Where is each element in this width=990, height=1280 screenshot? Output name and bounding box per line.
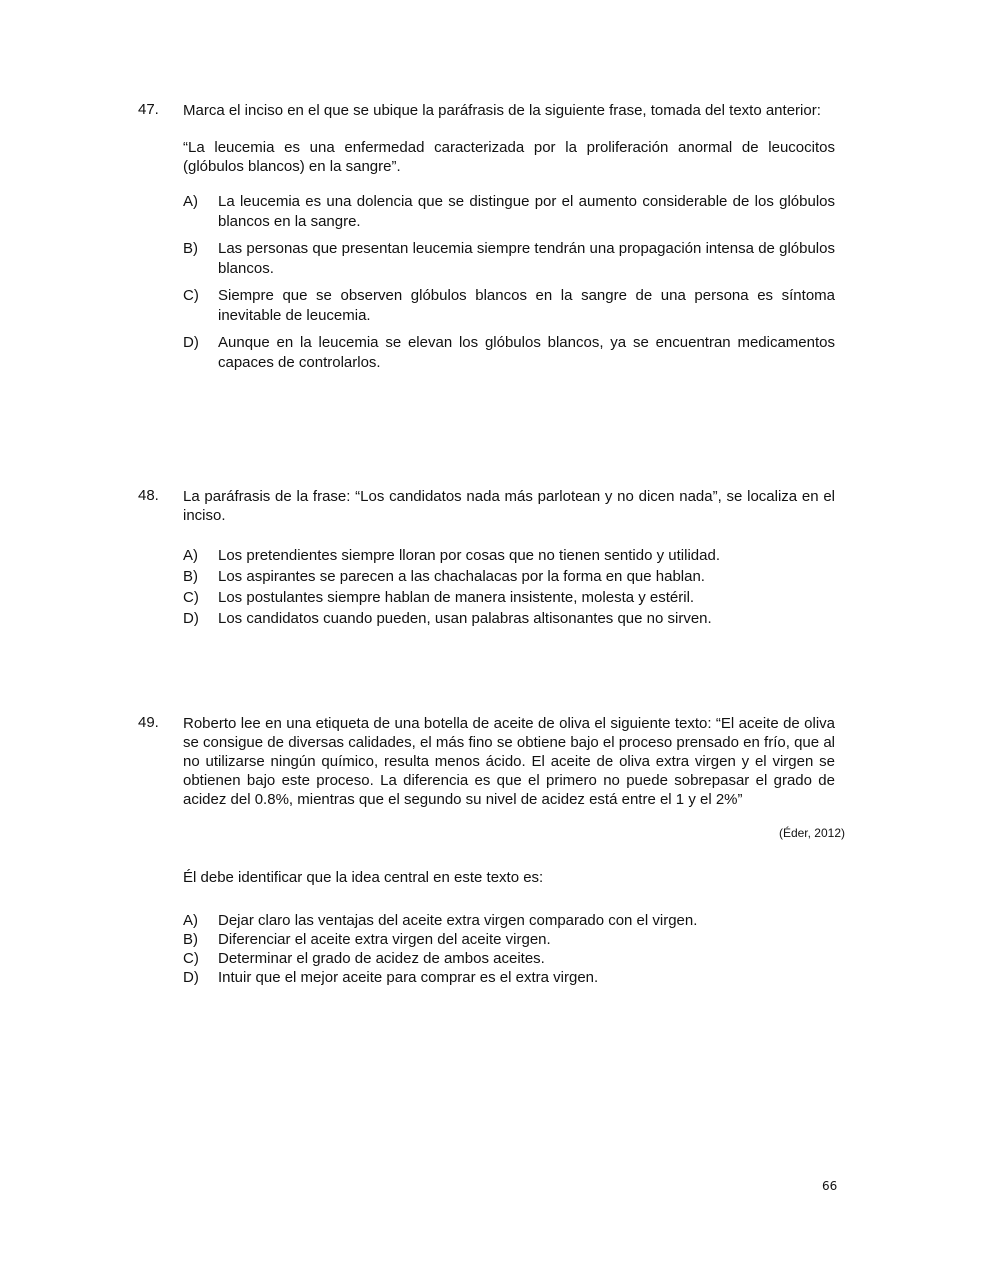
option-label: D) [183, 610, 199, 627]
page-number: 66 [822, 1179, 838, 1193]
option-label: D) [183, 969, 199, 986]
option-d[interactable] [183, 333, 835, 373]
option-c[interactable] [183, 949, 835, 968]
option-text: Las personas que presentan leucemia siempre tendrán una propagación intensa de glóbulos blancos. [218, 240, 835, 277]
option-a[interactable] [183, 911, 835, 930]
option-c[interactable] [183, 587, 835, 608]
option-label: A) [183, 912, 198, 929]
option-text: Aunque en la leucemia se elevan los glóbulos blancos, ya se encuentran medicamentos capaces de controlarlos. [218, 334, 835, 371]
option-label: B) [183, 240, 198, 257]
options-list [183, 911, 835, 987]
options-list [183, 545, 835, 629]
option-text: Los postulantes siempre hablan de manera insistente, molesta y estéril. [218, 589, 695, 606]
options-list [183, 192, 835, 373]
option-label: C) [183, 287, 199, 304]
option-text: Diferenciar el aceite extra virgen del aceite virgen. [218, 931, 551, 948]
citation-source: (Éder, 2012) [778, 826, 845, 840]
option-b[interactable] [183, 930, 835, 949]
option-label: A) [183, 547, 198, 564]
option-text: Determinar el grado de acidez de ambos aceites. [218, 950, 545, 967]
option-label: D) [183, 334, 199, 351]
option-b[interactable] [183, 566, 835, 587]
option-a[interactable] [183, 192, 835, 232]
option-text: La leucemia es una dolencia que se distingue por el aumento considerable de los glóbulos blancos en la sangre. [218, 193, 835, 230]
option-c[interactable] [183, 286, 835, 326]
question-stem: La paráfrasis de la frase: “Los candidatos nada más parlotean y no dicen nada”, se localiza en el inciso. [183, 488, 835, 524]
option-a[interactable] [183, 545, 835, 566]
option-b[interactable] [183, 239, 835, 279]
option-d[interactable] [183, 968, 835, 987]
question-number: 47. [138, 101, 159, 118]
question-stem: Roberto lee en una etiqueta de una botella de aceite de oliva el siguiente texto: “El aceite de oliva se consigue de diversas calidades, el más fino se obtiene bajo el proceso prensado en frío, que al no utilizarse ningún químico, resulta menos ácido. El aceite de oliva extra virgen y el virgen se obtienen bajo este proceso. La diferencia es que el primero no puede sobrepasar el grado de acidez del 0.8%, mientras que el segundo su nivel de acidez está entre el 1 y el 2%” [183, 715, 835, 808]
option-label: B) [183, 931, 198, 948]
question-number: 48. [138, 487, 159, 504]
option-text: Los pretendientes siempre lloran por cosas que no tienen sentido y utilidad. [218, 547, 720, 564]
option-label: B) [183, 568, 198, 585]
option-text: Los candidatos cuando pueden, usan palabras altisonantes que no sirven. [218, 610, 712, 627]
question-48 [138, 487, 838, 629]
question-prompt: Él debe identificar que la idea central en este texto es: [183, 869, 544, 886]
option-text: Los aspirantes se parecen a las chachalacas por la forma en que hablan. [218, 568, 705, 585]
question-number: 49. [138, 714, 159, 731]
option-d[interactable] [183, 608, 835, 629]
option-text: Siempre que se observen glóbulos blancos en la sangre de una persona es síntoma inevitable de leucemia. [218, 287, 835, 324]
quoted-phrase: “La leucemia es una enfermedad caracterizada por la proliferación anormal de leucocitos (glóbulos blancos) en la sangre”. [183, 139, 835, 175]
option-text: Intuir que el mejor aceite para comprar es el extra virgen. [218, 969, 599, 986]
option-label: C) [183, 950, 199, 967]
question-49 [138, 714, 845, 987]
option-label: A) [183, 193, 198, 210]
option-text: Dejar claro las ventajas del aceite extra virgen comparado con el virgen. [218, 912, 698, 929]
option-label: C) [183, 589, 199, 606]
question-stem: Marca el inciso en el que se ubique la paráfrasis de la siguiente frase, tomada del texto anterior: [183, 102, 821, 119]
question-47 [138, 101, 838, 380]
